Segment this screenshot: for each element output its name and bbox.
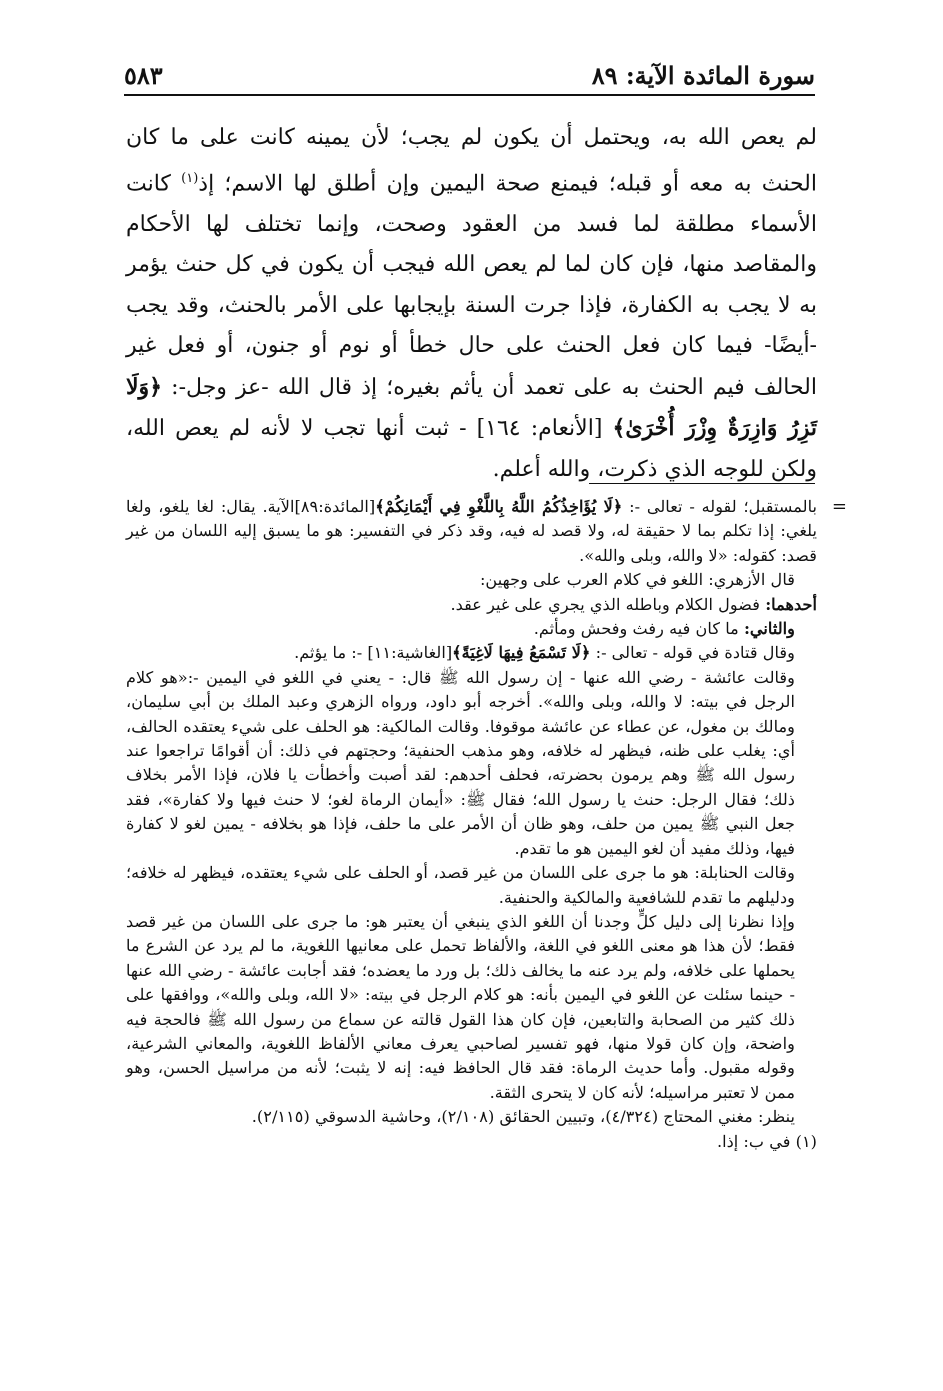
footnote-paragraph: قال الأزهري: اللغو في كلام العرب على وجهين: xyxy=(479,570,795,590)
footnote-paragraph xyxy=(126,617,817,641)
footnote-paragraph: وقالت الحنابلة: هو ما جرى على اللسان من غير قصد، أو الحلف على شيء يعتقده، فيظهر له خلافه؛ ودليلهم ما تقدم للشافعية والمالكية والحنفية. xyxy=(126,863,795,907)
footnote-reference: (١) xyxy=(181,170,199,186)
footnote-separator xyxy=(589,483,815,484)
quran-verse: ﴿لَا يُؤَاخِذُكُمُ اللَّهُ بِاللَّغْوِ فِي أَيْمَانِكُمْ﴾ xyxy=(375,497,623,516)
footnote-references: ينظر: مغني المحتاج (٤/٣٢٤)، وتبيين الحقائق (٢/١٠٨)، وحاشية الدسوقي (٢/١١٥). xyxy=(251,1107,795,1127)
footnote-text: [الغاشية:١١] -: ما يؤثم. xyxy=(294,643,453,663)
footnote-text: [المائدة:٨٩]الآية. يقال: لغا يلغو، ولغا يلغي: إذا تكلم بما لا حقيقة له، ولا قصد له فيه، وقد ذكر في التفسير: هو ما يسبق إليه اللسان من غير قصد: كقوله: «لا والله، وبلى والله». xyxy=(126,497,817,565)
footnote-paragraph: وقالت عائشة - رضي الله عنها - إن رسول الله ﷺ قال: - يعني في اللغو في اليمين -:«هو كلام الرجل في بيته: لا والله، وبلى والله». أخرجه أبو داود، ورواه الزهري وعبد الملك بن أبي سليمان، ومالك بن مغول، عن عطاء عن عائشة موقوفا. وقالت المالكية: هو الحلف على شيء يعتقده الحالف، أي: يغلب على ظنه، فيظهر له خلافه، وهو مذهب الحنفية؛ وحجتهم في ذلك: أن أقوامًا تراجعوا عند رسول الله ﷺ وهم يرمون بحضرته، فحلف أحدهم: لقد أصبت وأخطأت يا فلان، فإذا الأمر بخلاف ذلك؛ فقال الرجل: حنث يا رسول الله؛ فقال ﷺ: «أيمان الرماة لغو؛ لا حنث فيها ولا كفارة»، فقد جعل النبي ﷺ يمين من حلف، وهو ظان أن الأمر على ما حلف، فإذا هو بخلافه - يمين لغو لا كفارة فيها، وذلك مفيد أن لغو اليمين هو ما تقدم. xyxy=(126,667,795,858)
label-first: أحدهما: xyxy=(765,594,817,614)
main-text-part3: [الأنعام: ١٦٤] - ثبت أنها تجب لا لأنه لم يعص الله، ولكن للوجه الذي ذكرت، والله أعلم. xyxy=(126,416,817,483)
footnote-paragraph xyxy=(126,641,817,665)
main-paragraph xyxy=(126,118,817,491)
footnote-text: فضول الكلام وباطله الذي يجري على غير عقد. xyxy=(450,594,766,614)
surah-title: سورة المائدة الآية: ٨٩ xyxy=(591,60,815,90)
footnote-paragraph xyxy=(126,593,817,617)
footnote-text: بالمستقبل؛ لقوله - تعالى -: xyxy=(622,497,818,516)
label-second: والثاني: xyxy=(743,619,795,639)
footnote-text: وقال قتادة في قوله - تعالى -: xyxy=(590,643,795,663)
quran-verse: ﴿وَلَا تَزِرُ وَازِرَةٌ وِزْرَ أُخْرَىٰ﴾ xyxy=(126,373,817,442)
continuation-mark: = xyxy=(831,496,847,517)
footnote-paragraph xyxy=(126,495,817,568)
footnote-text: ما كان فيه رفث وفحش ومأثم. xyxy=(533,619,744,639)
footnote-paragraph: وإذا نظرنا إلى دليل كلٍّ وجدنا أن اللغو الذي ينبغي أن يعتبر هو: ما جرى على اللسان من غير قصد فقط؛ لأن هذا هو معنى اللغو في اللغة، والألفاظ تحمل على معانيها اللغوية، ما لم يرد عن الشرع ما يحملها على خلافه، ولم يرد عنه ما يخالف ذلك؛ بل ورد ما يعضده؛ فقد أجابت عائشة - رضي الله عنها - حينما سئلت عن اللغو في اليمين بأنه: هو كلام الرجل في بيته: «لا الله، وبلى والله»، ووافقها على ذلك كثير من الصحابة والتابعين، فإن كان هذا القول قالته عن سماع من رسول الله ﷺ فالحجة فيه واضحة، وإن كان قولا منها، فهو تفسير لصاحبي يعرف معاني الألفاظ اللغوية، والمعاني الشرعية، وقوله مقبول. وأما حديث الرماة: فقد قال الحافظ فيه: إنه لا يثبت؛ لأنه من مراسيل الحسن، وهو ممن لا تعتبر مراسيله؛ لأنه كان لا يتحرى الثقة. xyxy=(126,911,795,1102)
quran-verse: ﴿لَا تَسْمَعُ فِيهَا لَاغِيَةً﴾ xyxy=(452,643,591,663)
main-text xyxy=(126,118,817,491)
footnotes xyxy=(126,495,847,1154)
running-header xyxy=(124,56,815,96)
footnote-note-1: (١) في ب: إذا. xyxy=(716,1131,817,1151)
page-number: ٥٨٣ xyxy=(124,60,163,90)
main-text-part2: كانت الأسماء مطلقة لما فسد من العقود وصحت، وإنما تختلف لها الأحكام والمقاصد منها، فإن كان لما لم يعص الله فيجب أن يكون في كل حنث يؤمر به لا يجب به الكفارة، فإذا جرت السنة بإيجابها على الأمر بالحنث، وقد يجب -أيضًا- فيما كان فعل الحنث على حال خطأ أو نوم أو جنون، أو فعل غير الحالف فيم الحنث به على تعمد أن يأثم بغيره؛ إذ قال الله -عز وجل-: xyxy=(126,170,817,400)
main-text-part1: لم يعص الله به، ويحتمل أن يكون لم يجب؛ لأن يمينه كانت على ما كان الحنث به معه أو قبله؛ فيمنع صحة اليمين وإن أطلق لها الاسم؛ إذ xyxy=(126,125,817,196)
